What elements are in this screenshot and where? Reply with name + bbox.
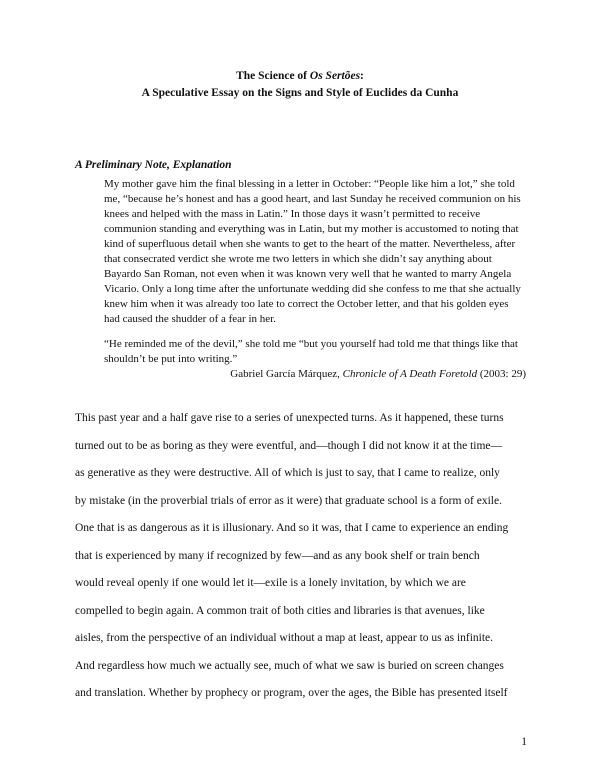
body-line: This past year and a half gave rise to a series of unexpected turns. As it happened, these turns xyxy=(75,412,504,424)
citation-year: (2003: 29) xyxy=(477,368,526,380)
title-prefix: The Science of xyxy=(236,70,310,82)
citation-author: Gabriel García Márquez, xyxy=(230,368,343,380)
epigraph-citation xyxy=(104,367,526,382)
body-line: that is experienced by many if recognized by few—and as any book shelf or train bench xyxy=(75,549,480,562)
page-number: 1 xyxy=(521,736,527,748)
body-line: as generative as they were destructive. All of which is just to say, that I came to realize, only xyxy=(75,467,500,479)
body-line: and translation. Whether by prophecy or program, over the ages, the Bible has presented itself xyxy=(75,687,508,699)
body-line: One that is as dangerous as it is illusionary. And so it was, that I came to experience an ending xyxy=(75,522,509,534)
title-line-2: A Speculative Essay on the Signs and Style of Euclides da Cunha xyxy=(141,87,459,99)
epigraph-paragraph-2: “He reminded me of the devil,” she told me “but you yourself had told me that things like that shouldn’t be put into writing.” xyxy=(104,338,518,365)
title-line-1 xyxy=(0,70,600,82)
title-suffix: : xyxy=(360,70,364,82)
epigraph-block xyxy=(104,177,526,382)
citation-title: Chronicle of A Death Foretold xyxy=(342,368,478,380)
body-line: compelled to begin again. A common trait of both cities and libraries is that avenues, like xyxy=(75,604,485,617)
title-italic: Os Sertões xyxy=(309,70,361,82)
section-heading: A Preliminary Note, Explanation xyxy=(75,159,232,171)
body-text xyxy=(75,405,520,708)
body-line: aisles, from the perspective of an individual without a map at least, appear to us as infinite. xyxy=(75,632,494,644)
body-line: And regardless how much we actually see, much of what we saw is buried on screen changes xyxy=(75,659,504,672)
body-line: by mistake (in the proverbial trials of error as it were) that graduate school is a form of exile. xyxy=(75,494,502,507)
epigraph-paragraph-1: My mother gave him the final blessing in a letter in October: “People like him a lot,” she told me, “because he’s honest and has a good heart, and last Sunday he received communion on his knees and helped with the mass in Latin.” In those days it wasn’t permitted to receive communion standing and everything was in Latin, but my mother is accustomed to noting that kind of superfluous detail when she wants to get to the heart of the matter. Nevertheless, after that consecrated verdict she wrote me two letters in which she didn’t say anything about Bayardo San Roman, not even when it was known very well that he wanted to marry Angela Vicario. Only a long time after the unfortunate wedding did she confess to me that she actually knew him when it was already too late to correct the October letter, and that his golden eyes had caused the shudder of a fear in her. xyxy=(104,178,521,325)
body-line: would reveal openly if one would let it—exile is a lonely invitation, by which we are xyxy=(75,577,466,589)
body-line: turned out to be as boring as they were eventful, and—though I did not know it at the time— xyxy=(75,439,503,452)
